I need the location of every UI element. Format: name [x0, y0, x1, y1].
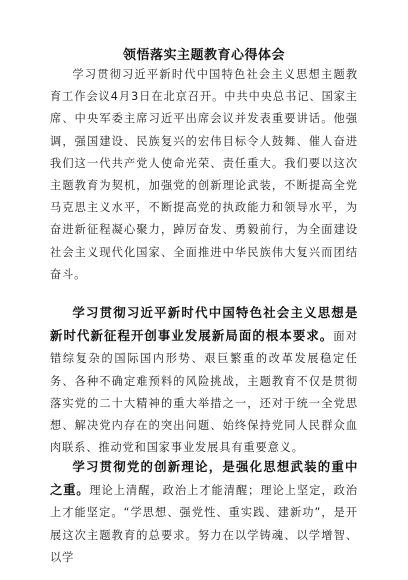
paragraph-3-text: 理论上清醒，政治上才能清醒；理论上坚定，政治上才能坚定。“学思想、强党性、重实践、建新功”，是开展这次主题教育的总要求。努力在以学铸魂、以学增智、以学: [50, 484, 358, 564]
paragraph-1-text: 学习贯彻习近平新时代中国特色社会主义思想主题教育工作会议4月3日在北京召开。中共中央总书记、国家主席、中央军委主席习近平出席会议并发表重要讲话。他强调，强国建设、民族复兴的宏伟目标令人鼓舞、催人奋进我们这一代共产党人使命光荣、责任重大。我们要以这次主题教育为契机，加强党的创新理论武装，不断提高全党马克思主义水平，不断提高党的执政能力和领导水平，为奋进新征程凝心聚力，踔厉奋发、勇毅前行，为全面建设社会主义现代化国家、全面推进中华民族伟大复兴而团结奋斗。: [50, 68, 358, 281]
paragraph-2-text: 面对错综复杂的国际国内形势、艰巨繁重的改革发展稳定任务、各种不确定难预料的风险挑战，主题教育不仅是贯彻落实党的二十大精神的重大举措之一，还对于统一全党思想、解决党内存在的突出问题、始终保持党同人民群众血肉联系、推动党和国家事业发展具有重要意义。: [50, 330, 358, 455]
paragraph-2-lead: 学习贯彻习近平新时代中国特色社会主义思想是新时代新征程开创事业发展新局面的根本要求。: [50, 305, 358, 344]
paragraph-3: [50, 456, 358, 569]
paragraph-1: [50, 64, 358, 286]
document-title: 领悟落实主题教育心得体会: [122, 48, 285, 63]
paragraph-2: [50, 302, 358, 459]
paragraph-3-lead: 学习贯彻党的创新理论，是强化思想武装的重中之重。: [50, 459, 358, 498]
